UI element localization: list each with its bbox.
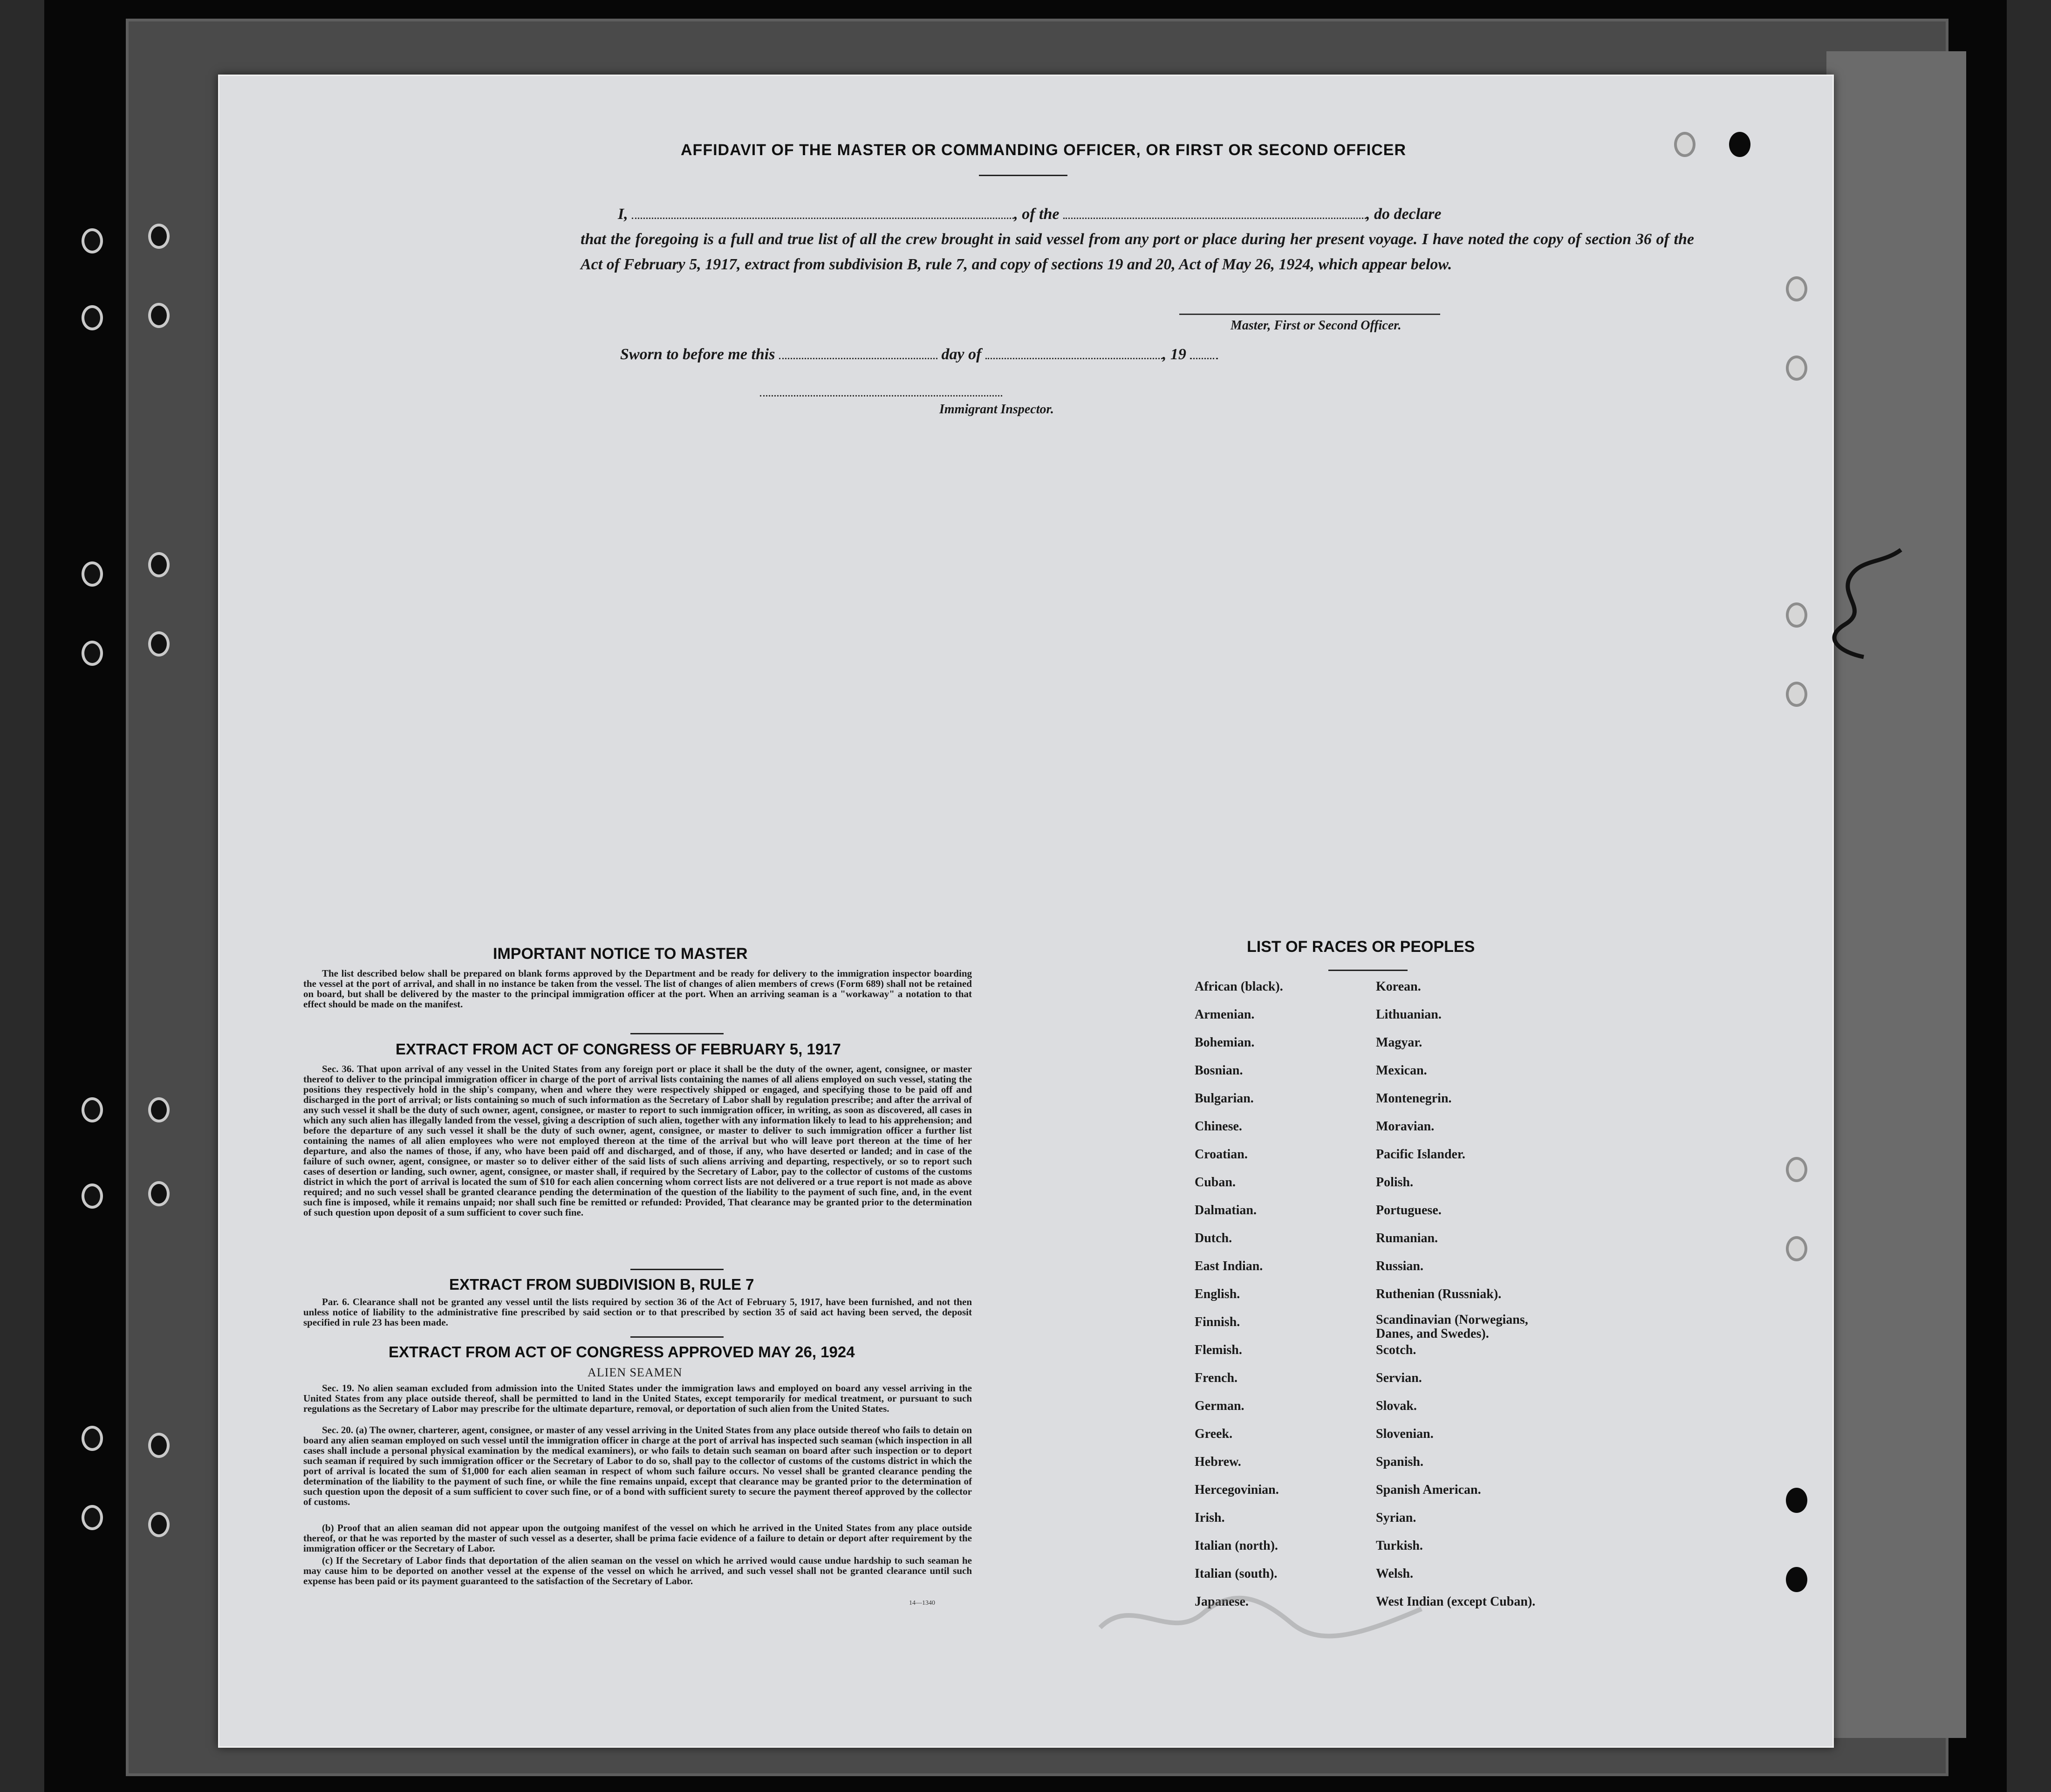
race-item: Korean.	[1376, 979, 1421, 994]
punch-hole	[82, 305, 103, 330]
race-item: Servian.	[1376, 1371, 1422, 1385]
punch-hole	[148, 303, 170, 328]
punch-hole	[148, 631, 170, 657]
punch-hole	[148, 1097, 170, 1122]
inspector-caption: Immigrant Inspector.	[939, 402, 1054, 417]
affidavit-body	[581, 202, 1694, 277]
race-item: English.	[1195, 1287, 1240, 1301]
race-item: Russian.	[1376, 1259, 1423, 1273]
race-item: African (black).	[1195, 979, 1283, 994]
race-item: Scandinavian (Norwegians, Danes, and Swedes).	[1376, 1313, 1528, 1341]
i-label: I,	[618, 205, 628, 223]
form-number: 14—1340	[909, 1600, 935, 1607]
do-declare-label: , do declare	[1366, 205, 1442, 223]
of-the-label: , of the	[1014, 205, 1060, 223]
race-item: Rumanian.	[1376, 1231, 1438, 1245]
name-field[interactable]	[632, 204, 1014, 219]
race-item: Bohemian.	[1195, 1035, 1255, 1050]
race-item: Turkish.	[1376, 1539, 1423, 1553]
sworn-month-field[interactable]	[985, 344, 1162, 359]
race-item: Dalmatian.	[1195, 1203, 1257, 1217]
section-divider	[630, 1269, 724, 1270]
section-20c-text: (c) If the Secretary of Labor finds that deportation of the alien seaman on the vessel on which he arrived would cause undue hardship to such seaman he may cause him to be deported on another vessel at the expense of the vessel on which he arrived, and such vessel shall not be granted clearance until such expense has been paid or its payment guaranteed to the satisfaction of the Secretary of Labor.	[303, 1555, 972, 1587]
section-20a-text: Sec. 20. (a) The owner, charterer, agent, consignee, or master of any vessel arriving in the United States from any place outside thereof who fails to detain on board any alien seaman employed on such vessel until the immigration officer in charge at the port of arrival has inspected such seaman (which inspection in all cases shall include a personal physical examination by the medical examiners), or who fails to detain such seaman on board after such inspection or to deport such seaman if required by such immigration officer or the Secretary of Labor to do so, shall pay to the collector of customs of the customs district in which the port of arrival is located the sum of $1,000 for each alien seaman in respect of whom such failure occurs. No vessel shall be granted clearance pending the determination of the liability to the payment of such fine, or while the fine remains unpaid, except that clearance may be granted prior to the determination of such question upon the deposit of a sum sufficient to cover such fine, or of a bond with sufficient surety to secure the payment thereof approved by the collector of customs.	[303, 1424, 972, 1507]
punch-hole	[82, 228, 103, 253]
race-item: German.	[1195, 1399, 1244, 1413]
sworn-year-field[interactable]	[1190, 344, 1218, 359]
race-item: Polish.	[1376, 1175, 1414, 1190]
race-item: Finnish.	[1195, 1315, 1240, 1329]
race-item: Magyar.	[1376, 1035, 1422, 1050]
vessel-field[interactable]	[1063, 204, 1366, 219]
notice-text: The list described below shall be prepared on blank forms approved by the Department and be ready for delivery to the immigration inspector boarding the vessel at the port of arrival, and shall in no instance be taken from the vessel. The list of changes of alien members of crews (Form 689) shall not be retained on board, but shall be delivered by the master to the principal immigration officer at the port. When an arriving seaman is a "workaway" a notation to that effect should be made on the manifest.	[303, 968, 972, 1010]
race-item: Slovak.	[1376, 1399, 1417, 1413]
race-item: East Indian.	[1195, 1259, 1263, 1273]
title-underline	[979, 175, 1067, 176]
punch-hole	[148, 1512, 170, 1537]
ink-mark	[1831, 545, 1915, 666]
race-item: Hebrew.	[1195, 1455, 1241, 1469]
extract-1917-text: Sec. 36. That upon arrival of any vessel in the United States from any foreign port or place it shall be the duty of the owner, agent, consignee, or master thereof to deliver to the principal immigration officer in charge of the port of arrival lists containing the names of all aliens employed on such vessel, stating the positions they respectively hold in the ship's company, when and where they were respectively shipped or engaged, and specifying those to be paid off and discharged in the port of arrival; or lists containing so much of such information as the Secretary of Labor shall by regulation prescribe; and after the arrival of any such vessel it shall be the duty of such owner, agent, consignee, or master to report to such immigration officer, in writing, as soon as discovered, all cases in which any such alien has illegally landed from the vessel, giving a description of such alien, together with any information likely to lead to his apprehension; and before the departure of any such vessel it shall be the duty of such owner, agent, consignee, or master to deliver to such immigration officer a further list containing the names of all alien employees who were not employed thereon at the time of the arrival but who will leave port thereon at the time of her departure, and also the names of those, if any, who have been paid off and discharged, and of those, if any, who have deserted or landed; and in case of the failure of such owner, agent, consignee, or master so to deliver either of the said lists of such aliens arriving and departing, respectively, or so to report such cases of desertion or landing, such owner, agent, consignee, or master shall, if required by the Secretary of Labor, pay to the collector of customs of the customs district in which the port of arrival is located the sum of $10 for each alien concerning whom correct lists are not delivered or a true report is not made as above required; and no such vessel shall be granted clearance pending the determination of the question of the liability to the payment of such fine, and, in the event such fine is imposed, while it remains unpaid; nor shall such fine be remitted or refunded: Provided, That clearance may be granted prior to the determination of such question upon deposit of a sum sufficient to cover such fine.	[303, 1063, 972, 1218]
punch-hole	[1674, 132, 1695, 157]
race-item: Croatian.	[1195, 1147, 1248, 1162]
race-item: Slovenian.	[1376, 1427, 1434, 1441]
punch-hole	[1786, 276, 1807, 301]
right-film-edge	[2007, 0, 2051, 1792]
punch-hole	[148, 224, 170, 249]
punch-hole	[148, 552, 170, 577]
declaration-line	[581, 202, 1694, 227]
punch-hole	[1786, 602, 1807, 628]
punch-hole	[1786, 1488, 1807, 1513]
section-20b-text: (b) Proof that an alien seaman did not appear upon the outgoing manifest of the vessel on which he arrived in the United States from any place outside thereof, or that he was reported by the master of such vessel as a deserter, shall be prima facie evidence of a failure to detain or deport after requirement by the immigration officer or the Secretary of Labor.	[303, 1522, 972, 1554]
race-item: Portuguese.	[1376, 1203, 1442, 1217]
race-item: Irish.	[1195, 1511, 1225, 1525]
race-item: Lithuanian.	[1376, 1007, 1442, 1022]
race-item: Bulgarian.	[1195, 1091, 1254, 1106]
extract-rule7-text: Par. 6. Clearance shall not be granted any vessel until the lists required by section 36 of the Act of February 5, 1917, have been furnished, and not then unless notice of liability to the administrative fine prescribed by said section or to that prescribed by section 35 of said act having been served, the deposit specified in rule 23 has been made.	[303, 1296, 972, 1328]
race-item: Spanish American.	[1376, 1483, 1481, 1497]
punch-hole	[82, 1505, 103, 1530]
race-item: Hercegovinian.	[1195, 1483, 1279, 1497]
affidavit-title: AFFIDAVIT OF THE MASTER OR COMMANDING OFFICER, OR FIRST OR SECOND OFFICER	[681, 141, 1406, 159]
race-item: Bosnian.	[1195, 1063, 1243, 1078]
race-item: Italian (north).	[1195, 1539, 1278, 1553]
punch-hole	[1786, 682, 1807, 707]
race-item: French.	[1195, 1371, 1238, 1385]
race-item: Syrian.	[1376, 1511, 1416, 1525]
race-item: West Indian (except Cuban).	[1376, 1594, 1536, 1609]
race-item: Ruthenian (Russniak).	[1376, 1287, 1502, 1301]
race-item: Montenegrin.	[1376, 1091, 1452, 1106]
extract-rule7-title: EXTRACT FROM SUBDIVISION B, RULE 7	[449, 1276, 754, 1293]
punch-hole	[148, 1433, 170, 1458]
bleed-through-smudge	[1095, 1586, 1431, 1651]
race-item: Flemish.	[1195, 1343, 1242, 1357]
race-item: Scotch.	[1376, 1343, 1416, 1357]
affidavit-statement: that the foregoing is a full and true list of all the crew brought in said vessel from any port or place during her present voyage. I have noted the copy of section 36 of the Act of February 5, 1917, extract from subdivision B, rule 7, and copy of sections 19 and 20, Act of May 26, 1924, which appear below.	[581, 231, 1694, 273]
sworn-day-of-label: day of	[941, 346, 982, 363]
underlying-page-edge	[1826, 51, 1966, 1738]
document-page	[218, 75, 1834, 1748]
race-item: Pacific Islander.	[1376, 1147, 1465, 1162]
section-divider	[630, 1336, 724, 1338]
punch-hole	[1786, 1236, 1807, 1261]
punch-hole	[148, 1181, 170, 1206]
race-item: Dutch.	[1195, 1231, 1232, 1245]
master-signature-line[interactable]	[1179, 314, 1440, 315]
race-item: Greek.	[1195, 1427, 1233, 1441]
extract-1924-subtitle: ALIEN SEAMEN	[588, 1366, 683, 1379]
race-item: Spanish.	[1376, 1455, 1423, 1469]
master-signature-caption: Master, First or Second Officer.	[1231, 318, 1402, 333]
section-divider	[630, 1033, 724, 1034]
race-item: Japanese.	[1195, 1594, 1249, 1609]
punch-hole	[82, 1097, 103, 1122]
sworn-line	[620, 344, 1218, 363]
race-item: Moravian.	[1376, 1119, 1435, 1134]
race-item: Armenian.	[1195, 1007, 1255, 1022]
race-item: Welsh.	[1376, 1566, 1414, 1581]
section-19-text: Sec. 19. No alien seaman excluded from admission into the United States under the immigration laws and employed on board any vessel arriving in the United States from any place outside thereof, shall be permitted to land in the United States, except temporarily for medical treatment, or pursuant to such regulations as the Secretary of Labor may prescribe for the ultimate departure, removal, or deportation of such alien from the United States.	[303, 1382, 972, 1414]
race-item: Cuban.	[1195, 1175, 1236, 1190]
punch-hole	[82, 1183, 103, 1209]
punch-hole	[1786, 1157, 1807, 1182]
sworn-year-label: , 19	[1162, 346, 1186, 363]
extract-1924-title: EXTRACT FROM ACT OF CONGRESS APPROVED MAY 26, 1924	[389, 1343, 855, 1361]
punch-hole	[1786, 356, 1807, 381]
title-underline	[1328, 970, 1408, 971]
races-title: LIST OF RACES OR PEOPLES	[1247, 938, 1475, 956]
extract-1917-title: EXTRACT FROM ACT OF CONGRESS OF FEBRUARY 5, 1917	[396, 1040, 841, 1058]
notice-title: IMPORTANT NOTICE TO MASTER	[493, 945, 748, 963]
sworn-prefix: Sworn to before me this	[620, 346, 775, 363]
sworn-day-field[interactable]	[779, 344, 937, 359]
punch-hole	[82, 1426, 103, 1451]
punch-hole	[1729, 132, 1750, 157]
inspector-signature-line[interactable]	[760, 395, 1002, 397]
punch-hole	[82, 641, 103, 666]
punch-hole	[82, 561, 103, 587]
race-item: Chinese.	[1195, 1119, 1242, 1134]
race-item: Italian (south).	[1195, 1566, 1278, 1581]
race-item: Mexican.	[1376, 1063, 1427, 1078]
left-film-edge	[0, 0, 44, 1792]
punch-hole	[1786, 1567, 1807, 1592]
